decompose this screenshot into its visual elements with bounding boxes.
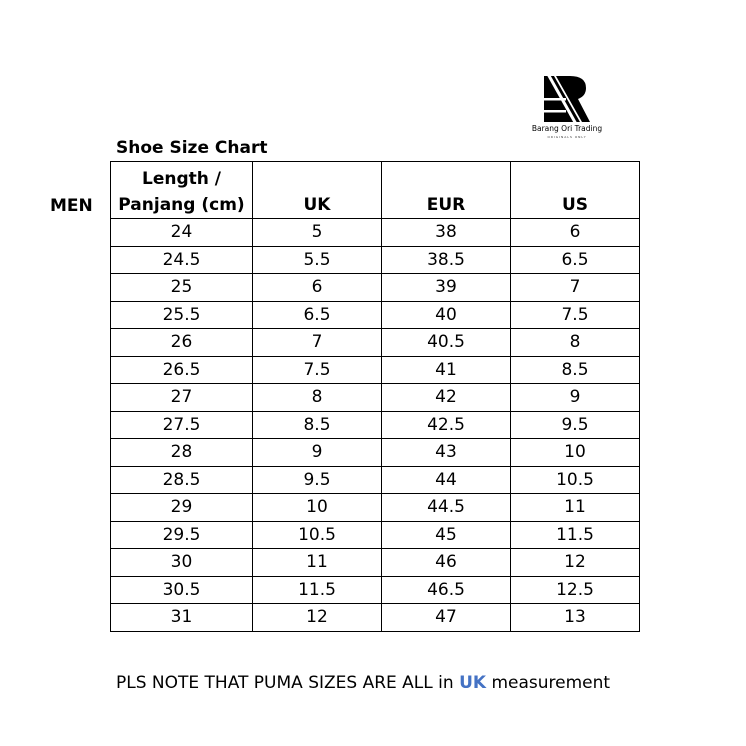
cell-length: 28.5	[111, 466, 253, 494]
cell-us: 8.5	[511, 356, 640, 384]
cell-uk: 8.5	[253, 411, 382, 439]
cell-eur: 43	[382, 439, 511, 467]
cell-uk: 11.5	[253, 576, 382, 604]
cell-us: 9.5	[511, 411, 640, 439]
table-row	[111, 274, 640, 302]
header-eur: EUR	[382, 162, 511, 219]
table-row	[111, 549, 640, 577]
cell-eur: 42	[382, 384, 511, 412]
header-length: Length / Panjang (cm)	[111, 162, 253, 219]
table-row	[111, 219, 640, 247]
cell-uk: 9.5	[253, 466, 382, 494]
cell-us: 6.5	[511, 246, 640, 274]
cell-length: 29	[111, 494, 253, 522]
cell-uk: 5	[253, 219, 382, 247]
cell-uk: 6.5	[253, 301, 382, 329]
cell-uk: 9	[253, 439, 382, 467]
cell-length: 24.5	[111, 246, 253, 274]
cell-us: 13	[511, 604, 640, 632]
table-row	[111, 494, 640, 522]
cell-eur: 40.5	[382, 329, 511, 357]
cell-eur: 38.5	[382, 246, 511, 274]
cell-length: 30	[111, 549, 253, 577]
table-row	[111, 521, 640, 549]
cell-eur: 41	[382, 356, 511, 384]
cell-length: 26.5	[111, 356, 253, 384]
table-row	[111, 439, 640, 467]
chart-title: Shoe Size Chart	[116, 138, 268, 158]
table-row	[111, 466, 640, 494]
table-row	[111, 246, 640, 274]
cell-length: 25	[111, 274, 253, 302]
cell-us: 12	[511, 549, 640, 577]
cell-length: 31	[111, 604, 253, 632]
cell-uk: 6	[253, 274, 382, 302]
cell-us: 8	[511, 329, 640, 357]
cell-uk: 11	[253, 549, 382, 577]
cell-length: 26	[111, 329, 253, 357]
cell-us: 7	[511, 274, 640, 302]
cell-length: 25.5	[111, 301, 253, 329]
logo-tagline: ORIGINALS ONLY	[547, 135, 587, 139]
cell-eur: 39	[382, 274, 511, 302]
cell-length: 24	[111, 219, 253, 247]
cell-us: 6	[511, 219, 640, 247]
cell-us: 11.5	[511, 521, 640, 549]
cell-us: 10.5	[511, 466, 640, 494]
header-us: US	[511, 162, 640, 219]
table-row	[111, 329, 640, 357]
cell-uk: 10	[253, 494, 382, 522]
cell-uk: 5.5	[253, 246, 382, 274]
cell-us: 7.5	[511, 301, 640, 329]
cell-eur: 46	[382, 549, 511, 577]
cell-uk: 12	[253, 604, 382, 632]
table-header-row	[111, 162, 640, 219]
cell-uk: 10.5	[253, 521, 382, 549]
cell-us: 9	[511, 384, 640, 412]
cell-eur: 40	[382, 301, 511, 329]
brand-logo	[532, 74, 622, 154]
logo-text: Barang Ori Trading	[531, 124, 603, 133]
cell-length: 28	[111, 439, 253, 467]
cell-us: 12.5	[511, 576, 640, 604]
cell-uk: 7.5	[253, 356, 382, 384]
cell-eur: 44.5	[382, 494, 511, 522]
logo-mark-icon	[542, 74, 592, 124]
cell-length: 29.5	[111, 521, 253, 549]
table-row	[111, 576, 640, 604]
table-row	[111, 301, 640, 329]
puma-note: PLS NOTE THAT PUMA SIZES ARE ALL in UK measurement	[116, 673, 611, 693]
cell-eur: 42.5	[382, 411, 511, 439]
table-row	[111, 411, 640, 439]
cell-eur: 46.5	[382, 576, 511, 604]
cell-uk: 8	[253, 384, 382, 412]
cell-eur: 47	[382, 604, 511, 632]
cell-us: 11	[511, 494, 640, 522]
cell-uk: 7	[253, 329, 382, 357]
cell-length: 27	[111, 384, 253, 412]
section-label-men: MEN	[50, 196, 93, 216]
header-uk: UK	[253, 162, 382, 219]
cell-length: 30.5	[111, 576, 253, 604]
table-row	[111, 356, 640, 384]
cell-length: 27.5	[111, 411, 253, 439]
cell-us: 10	[511, 439, 640, 467]
cell-eur: 44	[382, 466, 511, 494]
cell-eur: 38	[382, 219, 511, 247]
table-row	[111, 604, 640, 632]
table-row	[111, 384, 640, 412]
size-table	[110, 161, 640, 632]
cell-eur: 45	[382, 521, 511, 549]
